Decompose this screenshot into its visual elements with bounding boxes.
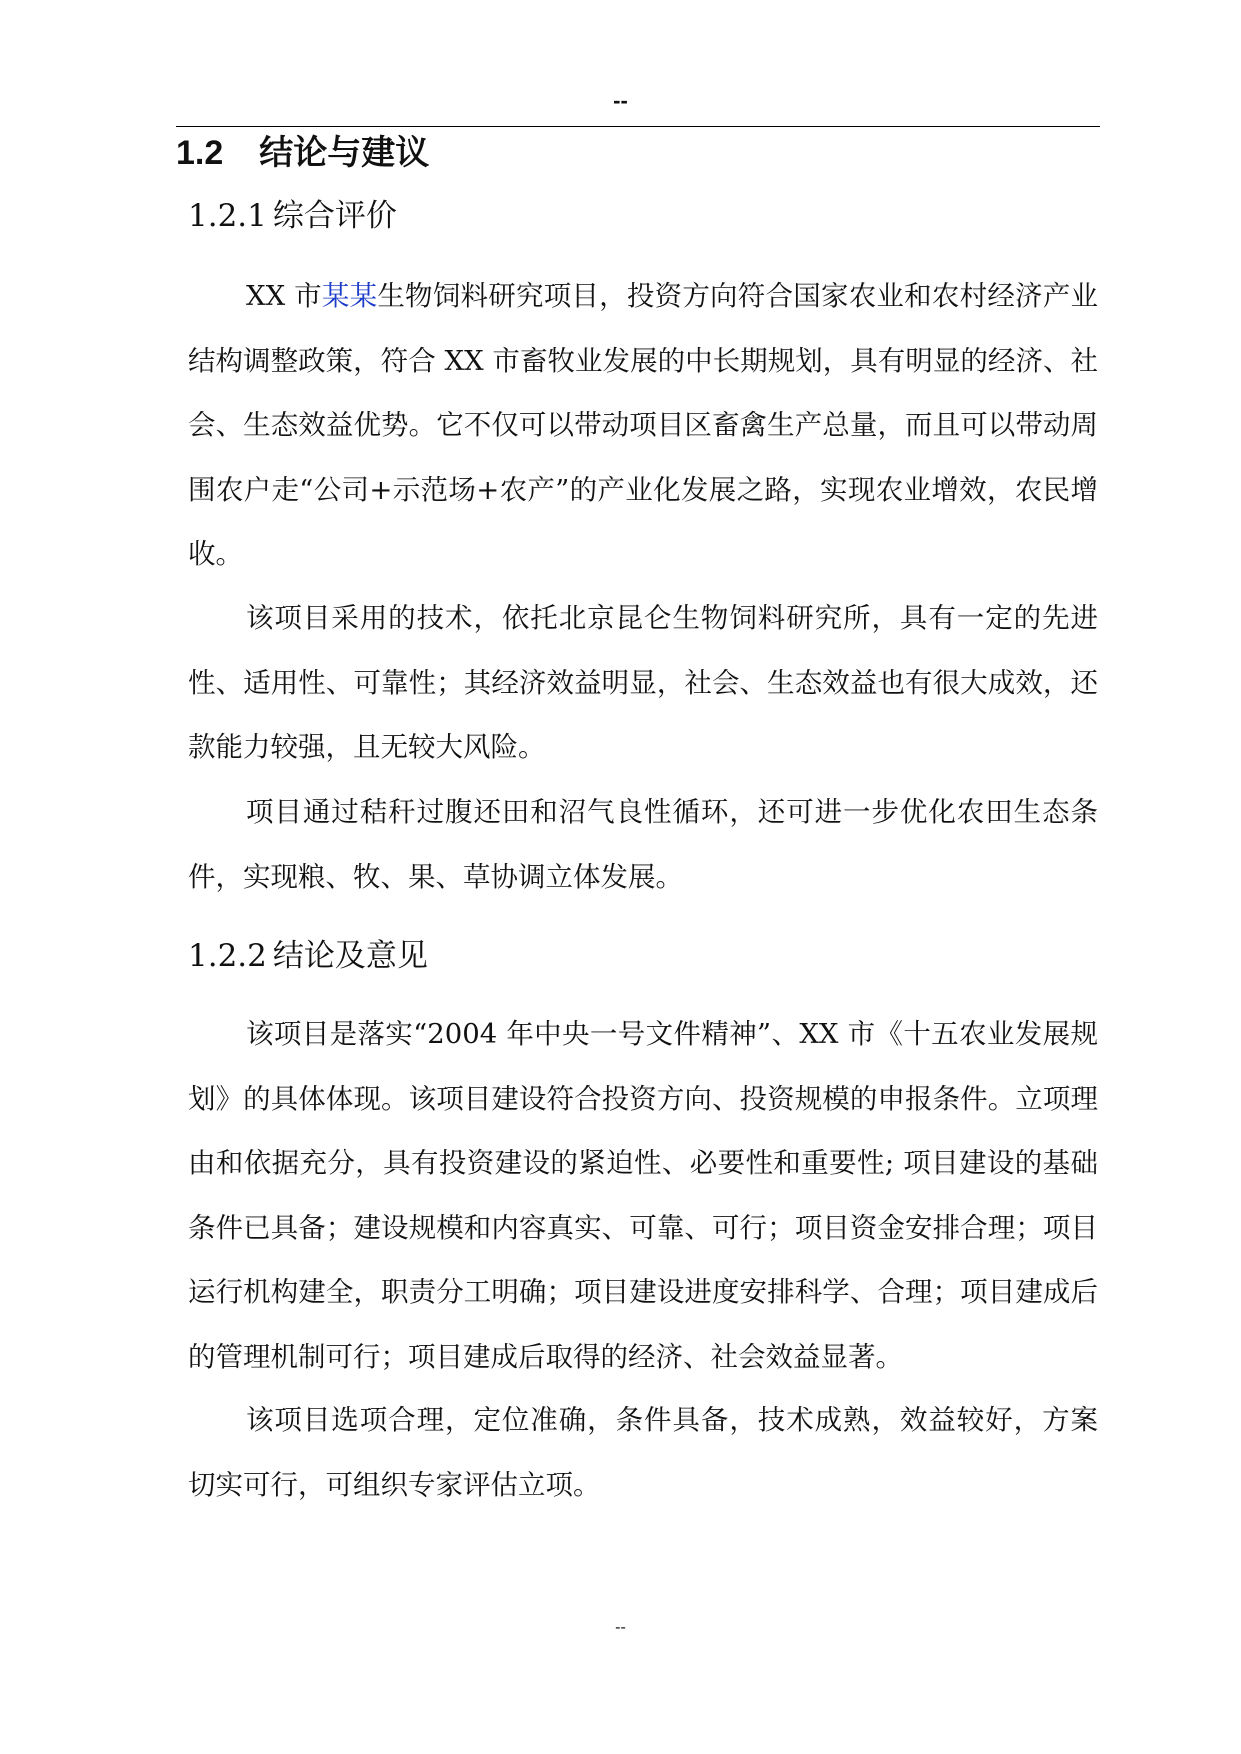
subsection-number-2: 1.2.2: [188, 938, 267, 974]
paragraph-2: 该项目采用的技术，依托北京昆仑生物饲料研究所，具有一定的先进性、适用性、可靠性；其经济效益明显，社会、生态效益也有很大成效，还款能力较强，且无较大风险。: [188, 602, 1098, 763]
section-title: 结论与建议: [259, 134, 430, 172]
paragraph-1-body: 生物饲料研究项目，投资方向符合国家农业和农村经济产业结构调整政策，符合 XX 市畜牧业发展的中长期规划，具有明显的经济、社会、生态效益优势。它不仅可以带动项目区畜禽生产总量，而且可以带动周围农户走“公司+示范场+农产”的产业化发展之路，实现农业增效，农民增收。: [188, 280, 1099, 570]
page-header-mark: --: [613, 88, 628, 113]
subsection-heading-2: [188, 934, 428, 978]
section-number: 1.2: [176, 134, 224, 172]
paragraph-3: 项目通过秸秆过腹还田和沼气良性循环，还可进一步优化农田生态条件，实现粮、牧、果、草协调立体发展。: [188, 796, 1098, 893]
paragraph-4: 该项目是落实“2004 年中央一号文件精神”、XX 市《十五农业发展规划》的具体体现。该项目建设符合投资方向、投资规模的申报条件。立项理由和依据充分，具有投资建设的紧迫性、必要性和重要性; 项目建设的基础条件已具备；建设规模和内容真实、可靠、可行；项目资金安排合理；项目运行机构建全，职责分工明确；项目建设进度安排科学、合理；项目建成后的管理机制可行；项目建成后取得的经济、社会效益显著。: [188, 1018, 1098, 1373]
subsection-heading-1: [188, 194, 397, 238]
page-footer-mark: --: [615, 1619, 626, 1636]
paragraph-5: 该项目选项合理，定位准确，条件具备，技术成熟，效益较好，方案切实可行，可组织专家评估立项。: [188, 1404, 1098, 1501]
subsection-title-1: 综合评价: [272, 198, 397, 234]
section-heading: [176, 130, 429, 176]
highlighted-text: 某某: [321, 280, 378, 312]
paragraph-1: [188, 264, 1098, 587]
header-rule: [176, 126, 1100, 127]
subsection-title-2: 结论及意见: [272, 938, 428, 974]
subsection-number-1: 1.2.1: [188, 198, 267, 234]
paragraph-1-lead: XX 市: [246, 280, 322, 312]
